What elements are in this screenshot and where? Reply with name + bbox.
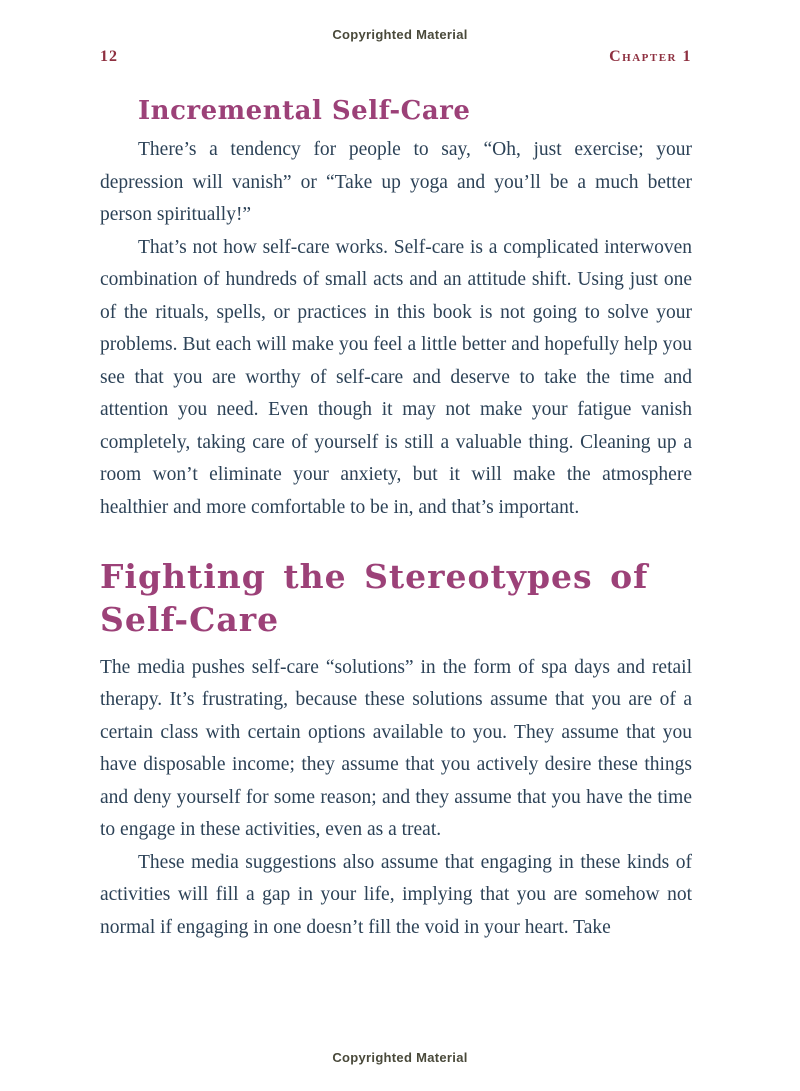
running-header (100, 48, 692, 66)
paragraph: The media pushes self-care “solutions” in the form of spa days and retail therapy. It’s frustrating, because these solutions assume that you are of a certain class with certain options available to you. They assume that you have disposable income; they assume that you actively desire these things and deny yourself for some reason; and they assume that you have the time to engage in these activities, even as a treat. (100, 656, 692, 841)
page-number: 12 (100, 48, 118, 65)
page-content (100, 96, 692, 944)
paragraph: These media suggestions also assume that engaging in these kinds of activities will fill a gap in your life, implying that you are somehow not normal if engaging in one doesn’t fill the void in your heart. Take (100, 851, 692, 938)
paragraph: That’s not how self-care works. Self-care is a complicated interwoven combination of hundreds of small acts and an attitude shift. Using just one of the rituals, spells, or practices in this book is not going to solve your problems. But each will make you feel a little better and hopefully help you see that you are worthy of self-care and deserve to take the time and attention you need. Even though it may not make your fatigue vanish completely, taking care of yourself is still a valuable thing. Cleaning up a room won’t eliminate your anxiety, but it will make the atmosphere healthier and more comfortable to be in, and that’s important. (100, 236, 692, 518)
section-heading-fighting-stereotypes: Fighting the Stereotypes of Self-Care (100, 557, 649, 640)
paragraph: There’s a tendency for people to say, “Oh, just exercise; your depression will vanish” or “Take up yoga and you’ll be a much better person spiritually!” (100, 139, 692, 226)
chapter-label: Chapter 1 (609, 48, 692, 65)
copyright-notice-bottom: Copyrighted Material (332, 1050, 468, 1065)
section-heading-incremental-self-care: Incremental Self-Care (138, 96, 471, 126)
copyright-notice-top: Copyrighted Material (332, 27, 468, 42)
